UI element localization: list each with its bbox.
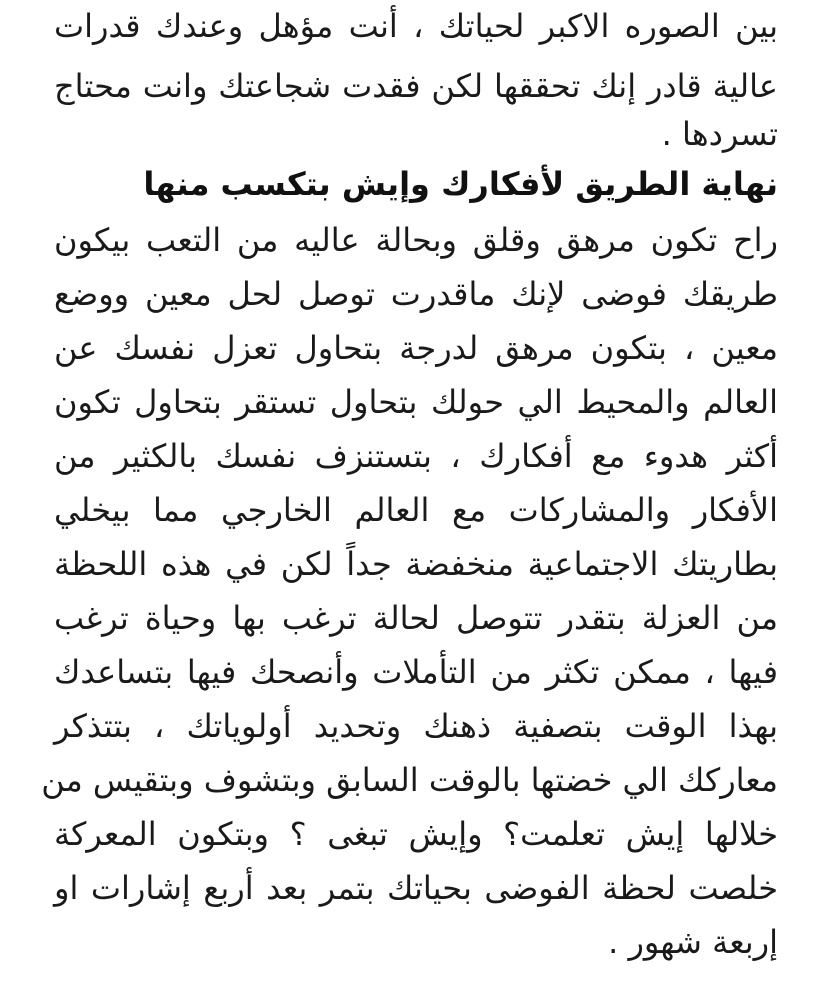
body-line-14: إربعة شهور . xyxy=(608,923,778,961)
body-line-4: العالم والمحيط الي حولك بتحاول تستقر بتحاول تكون xyxy=(54,383,778,421)
section-heading: نهاية الطريق لأفكارك وإيش بتكسب منها xyxy=(143,165,778,203)
intro-line-2: عالية قادر إنك تحققها لكن فقدت شجاعتك وانت محتاج xyxy=(54,67,778,105)
body-line-5: أكثر هدوء مع أفكارك ، بتستنزف نفسك بالكثير من xyxy=(54,437,778,475)
body-line-6: الأفكار والمشاركات مع العالم الخارجي مما بيخلي xyxy=(54,491,778,529)
body-line-1: راح تكون مرهق وقلق وبحالة عاليه من التعب بيكون xyxy=(54,221,778,259)
body-line-2: طريقك فوضى لإنك ماقدرت توصل لحل معين ووضع xyxy=(54,275,778,313)
body-line-12: خلالها إيش تعلمت؟ وإيش تبغى ؟ وبتكون المعركة xyxy=(54,815,778,853)
intro-line-3: تسردها . xyxy=(661,115,778,153)
body-line-13: خلصت لحظة الفوضى بحياتك بتمر بعد أربع إشارات او xyxy=(54,869,778,907)
body-line-10: بهذا الوقت بتصفية ذهنك وتحديد أولوياتك ، بتتذكر xyxy=(54,707,778,745)
body-line-9: فيها ، ممكن تكثر من التأملات وأنصحك فيها بتساعدك xyxy=(54,653,778,691)
body-line-3: معين ، بتكون مرهق لدرجة بتحاول تعزل نفسك عن xyxy=(54,329,778,367)
intro-line-1: بين الصوره الاكبر لحياتك ، أنت مؤهل وعندك قدرات xyxy=(54,7,778,45)
body-line-7: بطاريتك الاجتماعية منخفضة جداً لكن في هذه اللحظة xyxy=(54,545,778,583)
body-line-8: من العزلة بتقدر تتوصل لحالة ترغب بها وحياة ترغب xyxy=(54,599,778,637)
body-line-11: معاركك الي خضتها بالوقت السابق وبتشوف وبتقيس من xyxy=(41,761,778,799)
